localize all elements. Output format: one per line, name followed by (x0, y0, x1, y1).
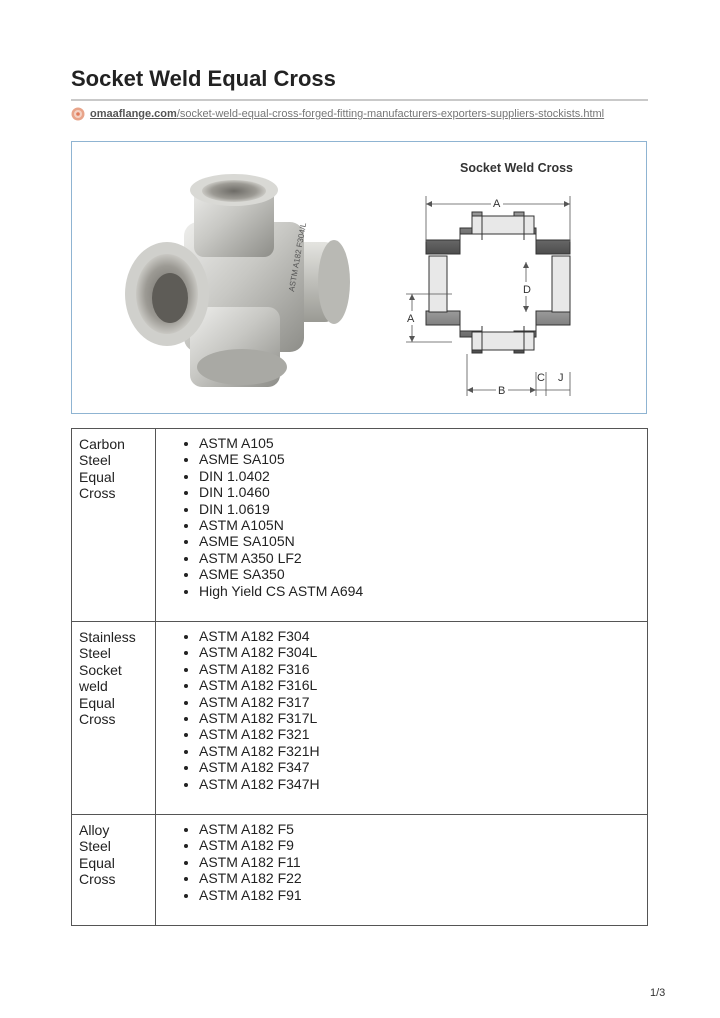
list-item: • ASTM A182 F317L (199, 710, 647, 726)
dim-label-a-side: A (407, 313, 415, 325)
list-item: • ASTM A182 F91 (199, 887, 647, 903)
list-item: • ASME SA105 (199, 451, 647, 467)
title-divider (71, 99, 648, 101)
table-row (72, 815, 648, 926)
list-item: • ASTM A182 F304L (199, 644, 647, 660)
list-item: • DIN 1.0402 (199, 468, 647, 484)
list-item: • ASTM A182 F317 (199, 694, 647, 710)
dim-label-b: B (498, 385, 506, 397)
table-row (72, 429, 648, 622)
list-item: • ASTM A182 F321 (199, 726, 647, 742)
list-item: • ASTM A182 F9 (199, 837, 647, 853)
diagram-title: Socket Weld Cross (460, 161, 574, 175)
list-item: • ASTM A182 F347 (199, 759, 647, 775)
list-item: • ASTM A182 F316L (199, 677, 647, 693)
dim-label-c: C (537, 372, 545, 384)
cross-fitting-photo (125, 174, 350, 387)
category-cell: Alloy Steel Equal Cross (72, 815, 156, 926)
list-item: • ASTM A182 F11 (199, 854, 647, 870)
source-link[interactable] (71, 106, 604, 122)
grades-cell (156, 622, 648, 815)
site-favicon-icon (71, 107, 85, 121)
grade-list (156, 821, 647, 903)
grades-cell (156, 429, 648, 622)
dim-label-d: D (523, 284, 531, 296)
list-item: • ASTM A182 F304 (199, 628, 647, 644)
dim-label-j: J (558, 372, 564, 384)
source-domain[interactable]: omaaflange.com (90, 108, 177, 120)
list-item: • ASTM A182 F347H (199, 776, 647, 792)
grades-cell (156, 815, 648, 926)
product-figure (71, 141, 647, 414)
page-title: Socket Weld Equal Cross (71, 66, 336, 91)
category-cell: Carbon Steel Equal Cross (72, 429, 156, 622)
list-item: • DIN 1.0460 (199, 484, 647, 500)
list-item: • High Yield CS ASTM A694 (199, 583, 647, 599)
list-item: • ASME SA105N (199, 533, 647, 549)
list-item: • ASTM A350 LF2 (199, 550, 647, 566)
material-grades-table (71, 428, 648, 926)
grade-list (156, 628, 647, 792)
category-cell: Stainless Steel Socket weld Equal Cross (72, 622, 156, 815)
product-figure-svg (72, 142, 648, 415)
socket-weld-cross-diagram (406, 161, 573, 398)
table-row (72, 622, 648, 815)
list-item: • ASTM A105 (199, 435, 647, 451)
svg-text:ASTM A182 F304/L: ASTM A182 F304/L (287, 222, 309, 293)
list-item: • ASTM A182 F5 (199, 821, 647, 837)
list-item: • DIN 1.0619 (199, 501, 647, 517)
list-item: • ASTM A182 F316 (199, 661, 647, 677)
source-path[interactable]: /socket-weld-equal-cross-forged-fitting-manufacturers-exporters-suppliers-stockists.html (176, 108, 605, 120)
list-item: • ASTM A105N (199, 517, 647, 533)
list-item: • ASTM A182 F321H (199, 743, 647, 759)
list-item: • ASME SA350 (199, 566, 647, 582)
grade-list (156, 435, 647, 599)
list-item: • ASTM A182 F22 (199, 870, 647, 886)
dim-label-a-top: A (493, 198, 501, 210)
page-number: 1/3 (650, 987, 666, 999)
